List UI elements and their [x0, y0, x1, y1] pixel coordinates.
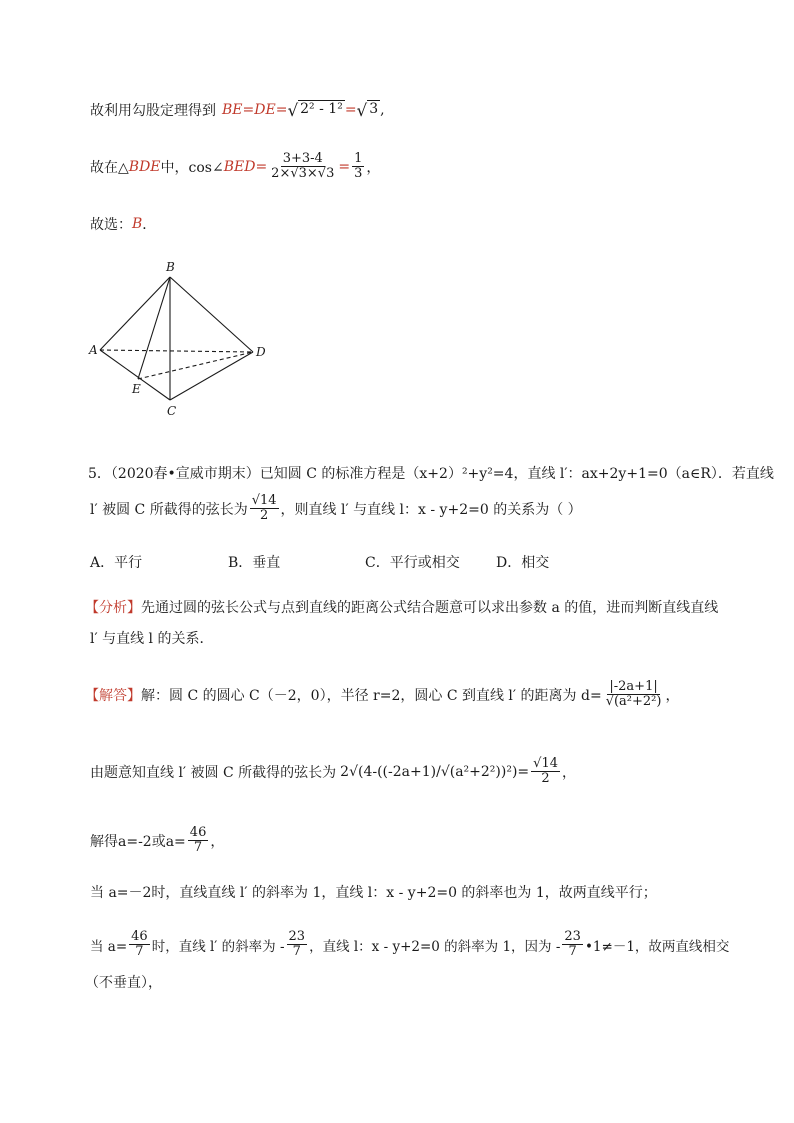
analysis-text: l′ 与直线 l 的关系．: [90, 631, 214, 647]
sqrt-inner: 2² - 1²: [298, 100, 345, 120]
chord-expression: 2√(4-((-2a+1)/√(a²+2²))²): [340, 763, 518, 780]
result-fraction: [352, 152, 364, 182]
solution-tag: 【解答】: [85, 687, 141, 704]
option-d: D．相交: [496, 555, 550, 571]
fraction-denominator: 3: [354, 166, 363, 182]
fraction-denominator: 7: [193, 840, 203, 856]
cosine-line: [90, 152, 380, 182]
text: 故在△: [90, 159, 129, 176]
pythagorean-line: [90, 100, 385, 120]
option-a: A．平行: [90, 555, 143, 571]
solution-line3: [90, 826, 224, 856]
punct: ，: [366, 159, 381, 176]
answer-line: [90, 214, 156, 234]
cosine-fraction: [269, 152, 336, 182]
equals: =: [275, 102, 288, 118]
solution-line6: [85, 972, 162, 992]
fraction-denominator: 2: [541, 771, 550, 787]
sqrt-expression: √ 2² - 1²: [287, 100, 343, 120]
triangle-bde: BDE: [128, 158, 161, 175]
solution-line2: [90, 757, 576, 787]
edge-ba: [100, 277, 170, 350]
fraction-numerator: √14: [251, 493, 277, 508]
analysis-text: 先通过圆的弦长公式与点到直线的距离公式结合题意可以求出参数 a 的值，进而判断直线直线: [141, 600, 719, 616]
segment-be: BE: [222, 102, 243, 118]
fraction-numerator: √14: [533, 756, 558, 771]
fraction-numerator: |-2a+1|: [609, 679, 658, 694]
fraction-denominator: √(a²+2²): [605, 694, 662, 710]
fraction-numerator: 23: [288, 929, 306, 944]
chord-fraction: [531, 757, 560, 787]
solution-text: 当 a=: [90, 938, 128, 955]
label-a: A: [89, 343, 98, 357]
fraction-denominator: 2×√3×√3: [271, 166, 335, 182]
solution-text: 当 a=－2时，直线直线 l′ 的斜率为 1，直线 l：x - y+2=0 的斜率也为 1，故两直线平行；: [90, 885, 657, 901]
slope-fraction: [287, 930, 308, 960]
punct: ,: [380, 102, 385, 118]
question5-line1: [88, 463, 774, 483]
distance-fraction: [604, 680, 664, 710]
punct: ，: [665, 687, 680, 704]
analysis-tag: 【分析】: [85, 600, 141, 616]
solution-text: •1≠－1，故两直线相交: [584, 938, 730, 955]
equals: =: [344, 102, 357, 118]
question-text: l′ 被圆 C 所截得的弦长为: [90, 501, 248, 518]
edge-be: [138, 277, 170, 379]
angle-bed: BED: [223, 158, 256, 175]
analysis-line2: [90, 628, 213, 648]
text: 中，cos∠: [160, 159, 224, 176]
question-text: ，则直线 l′ 与直线 l：x - y+2=0 的关系为（ ）: [280, 501, 582, 518]
analysis-line1: [85, 597, 718, 617]
edge-ad-dashed: [100, 350, 253, 352]
tetrahedron-figure: [88, 255, 278, 425]
solution-text: 解：圆 C 的圆心 C（－2，0），半径 r=2，圆心 C 到直线 l′ 的距离为 d=: [141, 687, 602, 704]
solution-line5: [90, 930, 729, 960]
equals: =: [255, 158, 268, 175]
solution-text: （不垂直），: [85, 975, 162, 991]
fraction-denominator: 7: [135, 944, 144, 960]
a-value-fraction: [188, 826, 209, 856]
punct: ，: [210, 833, 225, 850]
text: 故利用勾股定理得到: [90, 103, 216, 119]
text: 故选：: [90, 217, 132, 233]
punct: ，: [561, 764, 576, 781]
question5-line2: [90, 494, 582, 524]
solution-text: 由题意知直线 l′ 被圆 C 所截得的弦长为: [90, 764, 337, 781]
slope-fraction: [562, 930, 583, 960]
fraction-numerator: 46: [189, 825, 207, 840]
fraction-numerator: 23: [564, 929, 581, 944]
punct: ．: [142, 217, 157, 233]
equals: =: [242, 102, 255, 118]
solution-line4: [90, 882, 657, 902]
solution-text: ，直线 l：x - y+2=0 的斜率为 1，因为 -: [309, 938, 561, 955]
equals: =: [517, 763, 530, 780]
option-c: C．平行或相交: [365, 555, 460, 571]
solution-text: 时，直线 l′ 的斜率为 -: [151, 938, 285, 955]
fraction-numerator: 3+3-4: [282, 151, 323, 166]
chord-fraction: [250, 494, 279, 524]
answer-choice: B: [132, 216, 143, 232]
sqrt-3: √ 3: [356, 100, 379, 120]
label-e: E: [132, 382, 141, 396]
fraction-denominator: 2: [259, 508, 269, 524]
edge-bd: [170, 277, 253, 352]
solution-text: 解得a=-2或a=: [90, 833, 186, 850]
edge-cd: [170, 352, 253, 400]
label-d: D: [256, 345, 266, 359]
label-b: B: [166, 260, 175, 274]
fraction-numerator: 1: [354, 151, 363, 166]
segment-de: DE: [254, 102, 276, 118]
question-text: 5．（2020春•宣威市期末）已知圆 C 的标准方程是（x+2）²+y²=4，直线 l′：ax+2y+1=0（a∈R）．若直线: [88, 466, 774, 482]
edge-ed-dashed: [138, 352, 253, 379]
fraction-denominator: 7: [292, 944, 301, 960]
label-c: C: [167, 404, 177, 418]
solution-line1: [85, 680, 679, 710]
option-b: B．垂直: [228, 555, 281, 571]
fraction-denominator: 7: [568, 944, 577, 960]
a-value-fraction: [129, 930, 150, 960]
equals: =: [338, 158, 351, 175]
sqrt-inner: 3: [367, 100, 380, 120]
fraction-numerator: 46: [131, 929, 148, 944]
